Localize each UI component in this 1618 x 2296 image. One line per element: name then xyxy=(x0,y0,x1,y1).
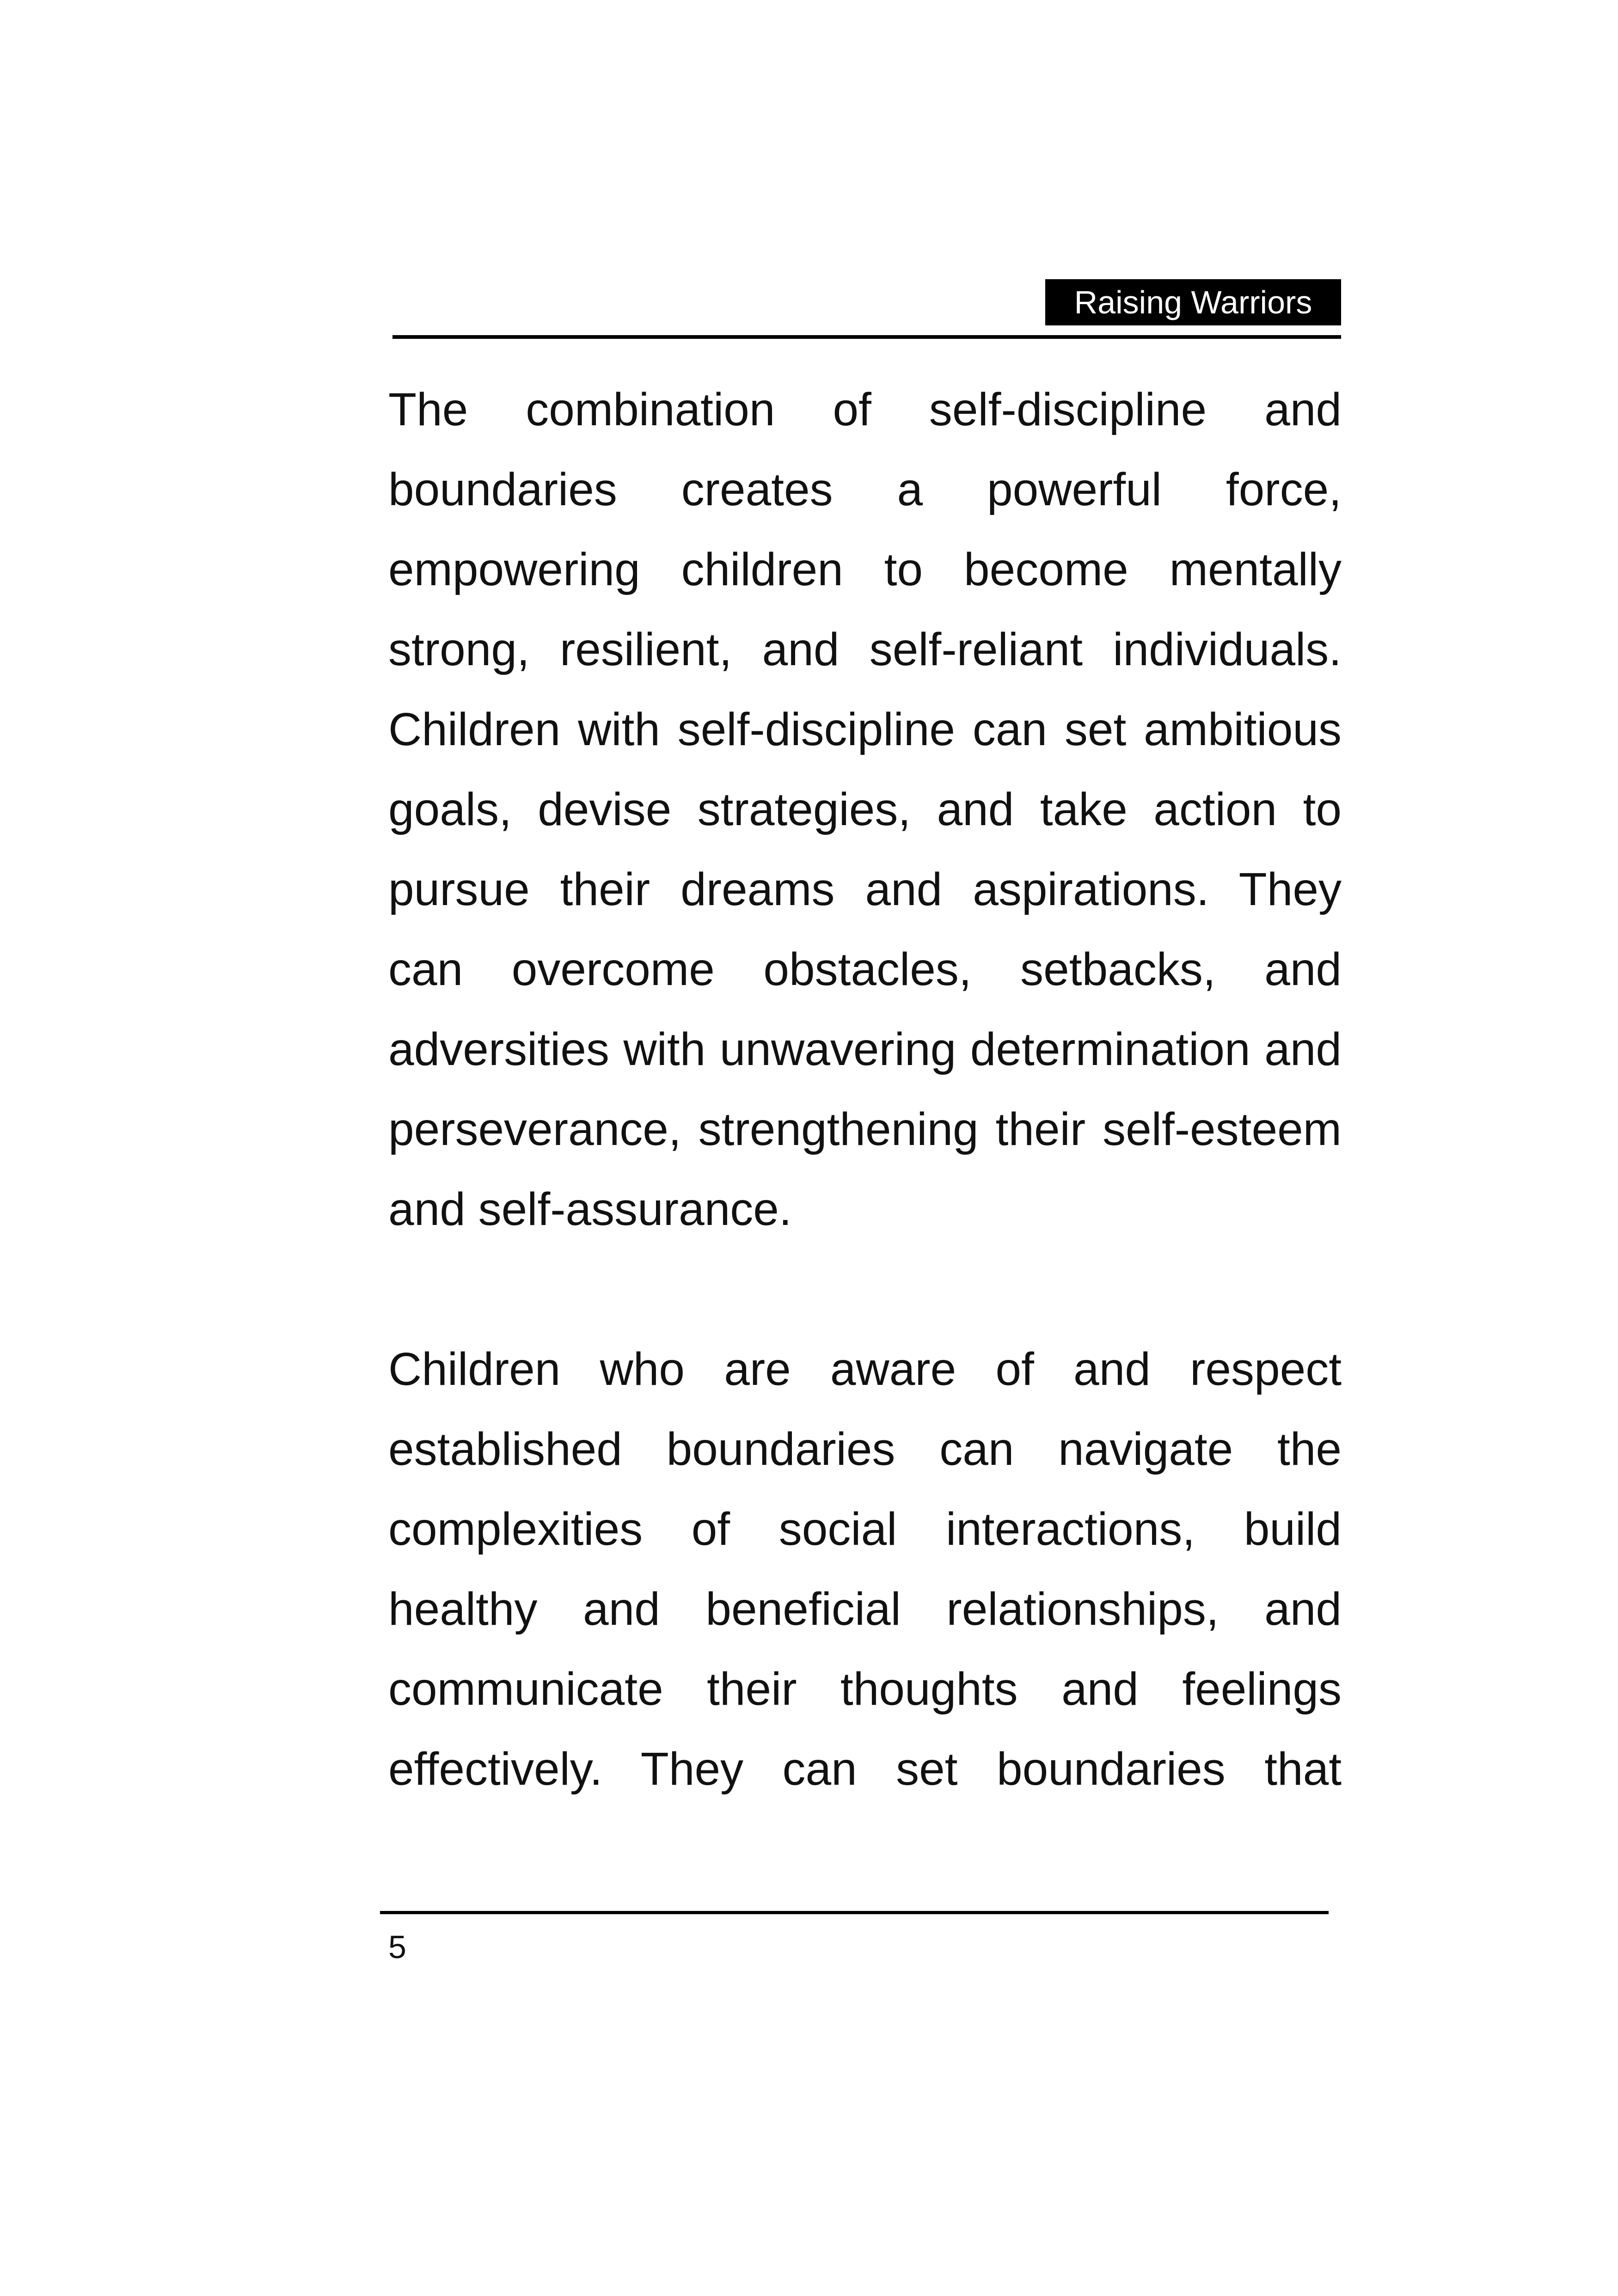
footer-rule xyxy=(380,1911,1329,1914)
text-line: effectively. They can set boundaries that xyxy=(388,1743,1342,1795)
text-line: pursue their dreams and aspirations. They xyxy=(388,863,1342,915)
page-number: 5 xyxy=(388,1929,406,1965)
text-line: perseverance, strengthening their self-esteem xyxy=(388,1103,1342,1155)
text-line: and self-assurance. xyxy=(388,1183,792,1235)
body-text xyxy=(388,370,1342,1809)
text-line: Children with self-discipline can set ambitious xyxy=(388,704,1342,755)
text-line: established boundaries can navigate the xyxy=(388,1423,1342,1475)
text-line: can overcome obstacles, setbacks, and xyxy=(388,943,1342,995)
text-line: healthy and beneficial relationships, and xyxy=(388,1583,1342,1635)
text-line: complexities of social interactions, build xyxy=(388,1503,1342,1555)
paragraph-2 xyxy=(388,1329,1342,1809)
text-line: strong, resilient, and self-reliant individuals. xyxy=(388,624,1342,675)
text-line: boundaries creates a powerful force, xyxy=(388,464,1342,515)
header-rule xyxy=(392,335,1341,339)
paragraph-1 xyxy=(388,370,1342,1249)
text-line: adversities with unwavering determination and xyxy=(388,1023,1342,1075)
paragraph-gap xyxy=(388,1249,1342,1329)
text-line: communicate their thoughts and feelings xyxy=(388,1663,1342,1715)
text-line: Children who are aware of and respect xyxy=(388,1343,1342,1395)
text-line: empowering children to become mentally xyxy=(388,544,1342,595)
text-line: goals, devise strategies, and take action to xyxy=(388,784,1342,835)
running-header-title: Raising Warriors xyxy=(1045,279,1341,325)
text-line: The combination of self-discipline and xyxy=(388,384,1342,435)
